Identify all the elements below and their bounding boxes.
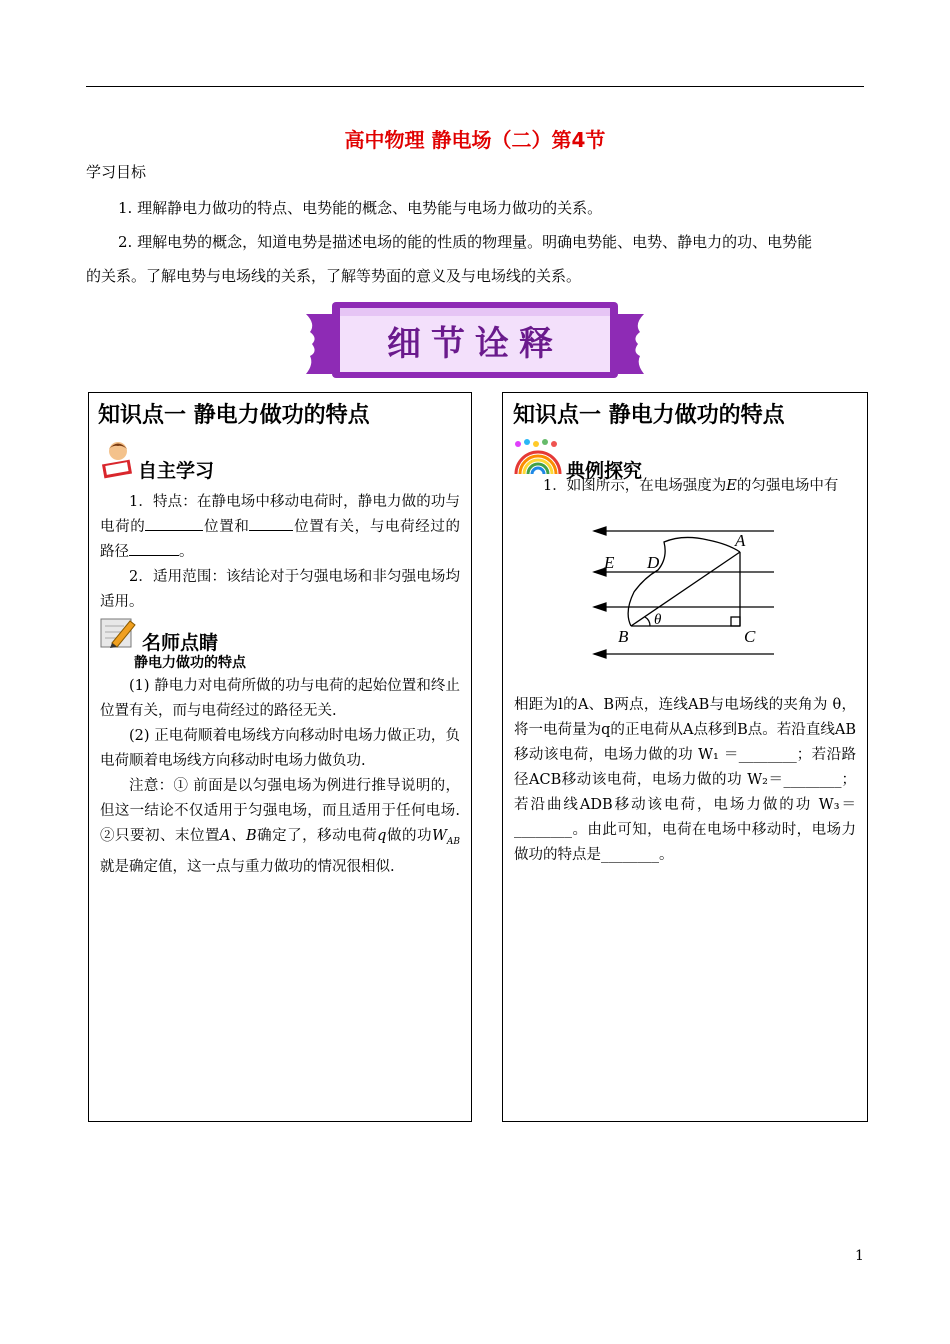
right-box-heading: 知识点一 静电力做功的特点 <box>513 403 785 428</box>
teacher-tip-point-2: (2) 正电荷顺着电场线方向移动时电场力做正功，负电荷顺着电场线方向移动时电场力做负功. <box>100 728 460 769</box>
label-theta: θ <box>654 612 662 628</box>
example-intro-b: E <box>726 478 737 494</box>
label-c: C <box>744 627 756 646</box>
example-label: 典例探究 <box>566 460 643 482</box>
note-part-h: 就是确定值，这一点与重力做功的情况很相似. <box>100 858 395 875</box>
example-intro-a: 1．如图所示，在电场强度为 <box>543 478 727 494</box>
pencil-note-icon <box>100 617 136 649</box>
self-study-point-1b: 位置和 <box>203 519 250 535</box>
reading-kid-icon <box>100 440 134 480</box>
teacher-tip-text <box>100 674 460 880</box>
note-part-a: 注意：① 前面是以匀强电场为例进行推导说明的，但这一结论不仅适用于匀强电场，而且适用于任何电场. ②只要初、末位置 <box>100 778 460 844</box>
self-study-point-1a: 1．特点：在静电场中移动电荷时，静电力做的功与电荷的 <box>100 494 460 535</box>
teacher-tip-point-1: (1) 静电力对电荷所做的功与电荷的起始位置和终止位置有关，而与电荷经过的路径无关. <box>100 678 460 719</box>
note-part-g: AB <box>446 836 461 847</box>
self-study-point-2: 2．适用范围：该结论对于匀强电场和非匀强电场均适用。 <box>100 569 460 610</box>
self-study-point-1d: 。 <box>179 544 194 560</box>
teacher-tip-label: 名师点睛 <box>142 632 219 654</box>
objective-item-2-line-2: 的关系。了解电势与电场线的关系，了解等势面的意义及与电场线的关系。 <box>86 267 582 285</box>
label-b: B <box>618 627 629 646</box>
example-body: 相距为l的A、B两点，连线AB与电场线的夹角为 θ，将一电荷量为q的正电荷从A点移到B点。若沿直线AB移动该电荷，电场力做的功 W₁ ＝________；若沿路径ACB移动该电荷，电场力做的功 W₂＝________；若沿曲线ADB移动该电荷，电场力做的功 W₃＝________。由此可知，电荷在电场中移动时，电场力做功的特点是________。 <box>514 697 856 863</box>
path-shapes <box>628 537 740 626</box>
note-part-b: A、B <box>220 828 257 844</box>
objectives-heading: 学习目标 <box>86 163 147 181</box>
self-study-point-1c: 位置有关，与电荷经过的路径 <box>100 519 461 560</box>
self-study-label: 自主学习 <box>138 460 215 482</box>
blank-end-position <box>249 516 293 531</box>
label-d: D <box>647 553 660 572</box>
note-part-c: 确定了，移动电荷 <box>256 828 378 844</box>
teacher-tip-subheading: 静电力做功的特点 <box>134 655 246 671</box>
label-e: E <box>604 553 615 572</box>
rainbow-icon <box>512 438 564 476</box>
banner-title: 细节诠释 <box>387 323 563 364</box>
note-part-f: W <box>431 828 447 844</box>
objective-item-2-line-1: 2. 理解电势的概念，知道电势是描述电场的能的性质的物理量。明确电势能、电势、静电力的功、电势能 <box>118 233 813 251</box>
note-part-e: 做的功 <box>386 828 432 844</box>
note-part-d: q <box>377 828 387 844</box>
header-rule <box>86 86 864 87</box>
label-a: A <box>735 531 746 550</box>
example-intro-c: 的匀强电场中有 <box>736 478 839 494</box>
objective-item-1: 1. 理解静电力做功的特点、电势能的概念、电势能与电场力做功的关系。 <box>118 199 603 217</box>
example-intro <box>514 474 856 499</box>
blank-path <box>129 541 179 556</box>
page-title: 高中物理 静电场（二）第4节 <box>344 128 606 152</box>
teacher-tip-note <box>100 774 460 880</box>
section-banner <box>304 296 646 384</box>
blank-start-position <box>145 516 203 531</box>
page-number: 1 <box>855 1248 864 1264</box>
self-study-text <box>100 490 460 615</box>
left-box-heading: 知识点一 静电力做功的特点 <box>98 403 370 428</box>
electric-field-diagram <box>588 520 780 662</box>
